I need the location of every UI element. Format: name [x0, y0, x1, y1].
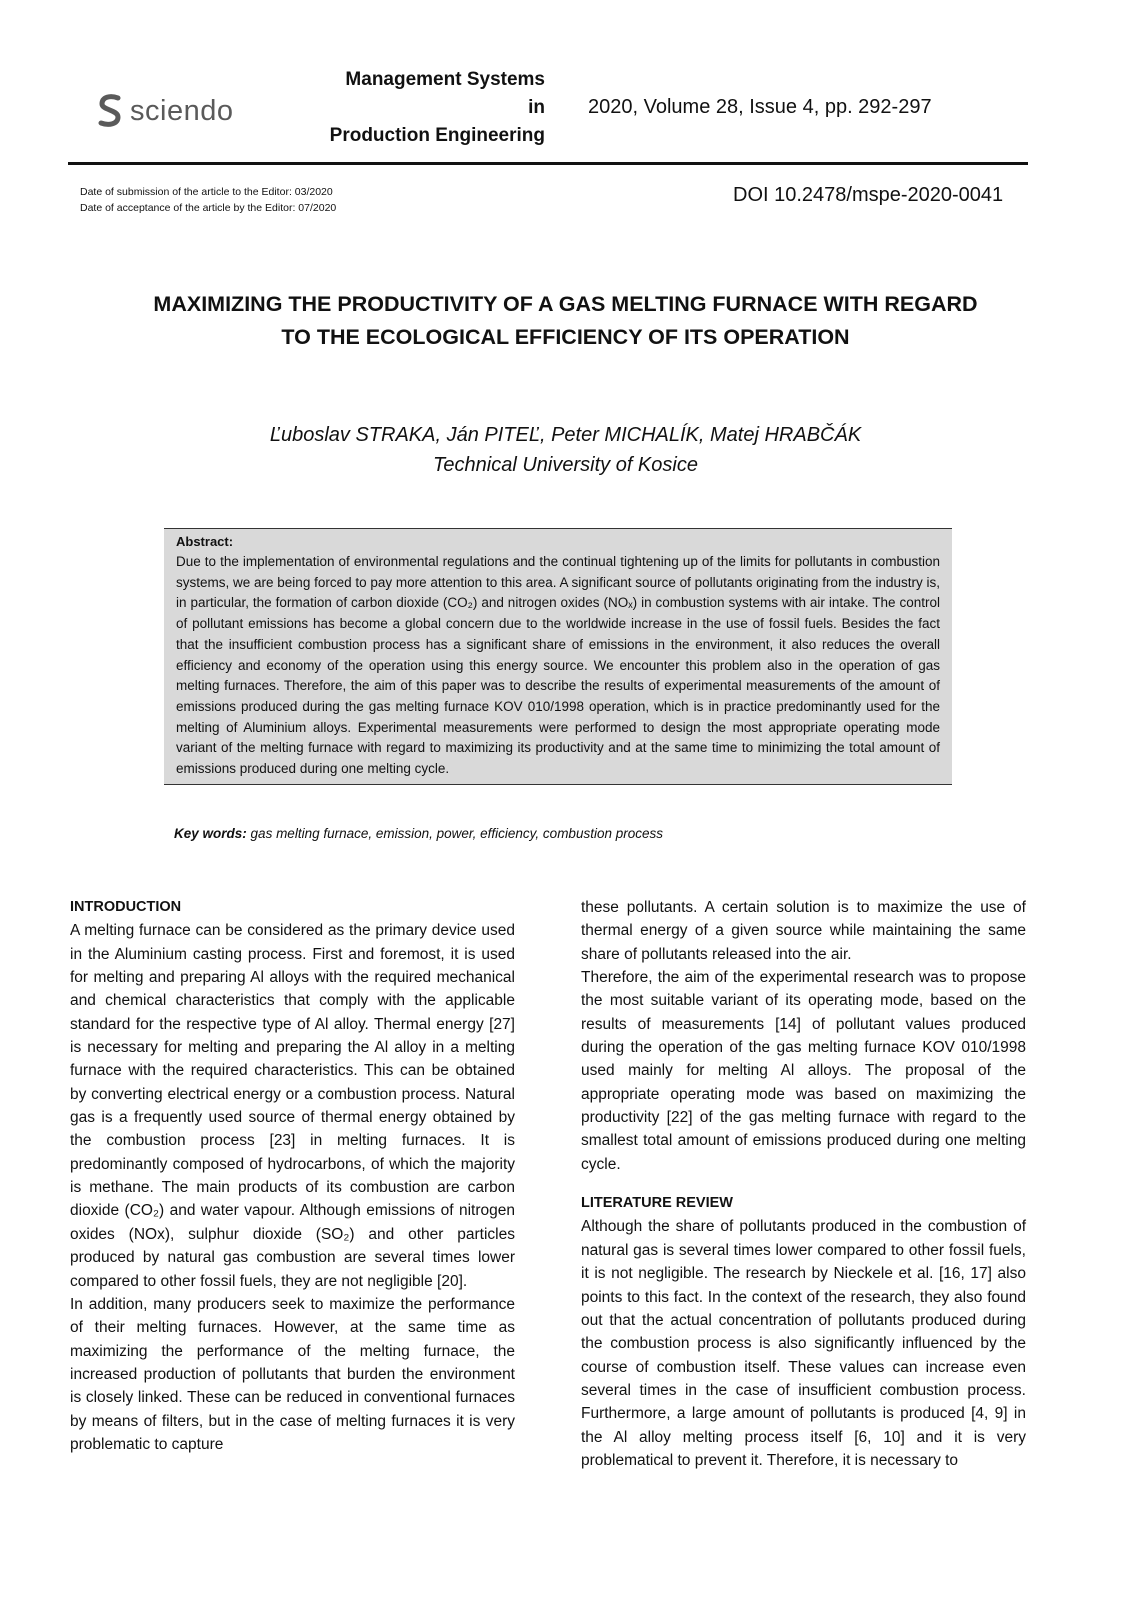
authors-block: [60, 420, 1071, 480]
doi: DOI 10.2478/mspe-2020-0041: [733, 184, 1004, 206]
keywords-text: gas melting furnace, emission, power, efficiency, combustion process: [250, 826, 663, 841]
keywords-label: Key words:: [174, 826, 247, 841]
submission-dates: Date of submission of the article to the Editor: 03/2020 Date of acceptance of the article by the Editor: 07/2020: [80, 186, 337, 214]
issue-info: 2020, Volume 28, Issue 4, pp. 292-297: [588, 96, 932, 118]
paragraph: Therefore, the aim of the experimental research was to propose the most suitable variant of its operating mode, based on the results of measurements [14] of pollutant values produced during the operation of the gas melting furnace KOV 010/1998 used mainly for melting Al alloys. The proposal of the appropriate operating mode was based on maximizing the productivity [22] of the gas melting furnace with regard to the smallest total amount of emissions produced during one melting cycle.: [581, 969, 1026, 1173]
abstract-box: [164, 528, 952, 785]
sciendo-s-icon: [98, 94, 122, 128]
logo-text: sciendo: [130, 94, 234, 127]
abstract-heading: Abstract:: [176, 534, 234, 549]
spacer: [581, 1176, 1026, 1192]
left-column: [70, 896, 515, 1456]
keywords: [174, 826, 663, 841]
paragraph: In addition, many producers seek to maximize the performance of their melting furnaces. However, at the same time as maximizing the performance of the melting furnace, the increased production of pollutants that burden the environment is closely linked. These can be reduced in conventional furnaces by means of filters, but in the case of melting furnaces it is very problematic to capture: [70, 1295, 515, 1453]
right-column: [581, 896, 1026, 1472]
section-heading-introduction: INTRODUCTION: [70, 899, 182, 915]
section-heading-literature-review: LITERATURE REVIEW: [581, 1195, 733, 1212]
paragraph: these pollutants. A certain solution is to maximize the use of thermal energy of a given source while maintaining the same share of pollutants released into the air.: [581, 899, 1026, 963]
affiliation: Technical University of Kosice: [433, 454, 698, 476]
journal-name: Management Systems in Production Engineering: [329, 69, 545, 146]
paper-title: MAXIMIZING THE PRODUCTIVITY OF A GAS MELTING FURNACE WITH REGARD TO THE ECOLOGICAL EFFICIENCY OF ITS OPERATION: [153, 292, 978, 349]
paragraph: A melting furnace can be considered as the primary device used in the Aluminium casting process. First and foremost, it is used for melting and preparing Al alloys with the required mechanical and chemical characteristics that comply with the applicable standard for the respective type of Al alloy. Thermal energy [27] is necessary for melting and preparing the Al alloy in a melting furnace with the required characteristics. This can be obtained by converting electrical energy or a combustion process. Natural gas is a frequently used source of thermal energy obtained by the combustion process [23] in melting furnaces. It is predominantly composed of hydrocarbons, of which the majority is methane. The main products of its combustion are carbon dioxide (CO₂) and water vapour. Although emissions of nitrogen oxides (NOx), sulphur dioxide (SO₂) and other particles produced by natural gas combustion are several times lower compared to other fossil fuels, they are not negligible [20].: [70, 922, 515, 1290]
authors: Ľuboslav STRAKA, Ján PITEĽ, Peter MICHALÍK, Matej HRABČÁK: [269, 424, 862, 446]
abstract-text: Due to the implementation of environmental regulations and the continual tightening up of the limits for pollutants in combustion systems, we are being forced to pay more attention to this area. A significant source of pollutants originating from the industry is, in particular, the formation of carbon dioxide (CO₂) and nitrogen oxides (NOₓ) in combustion systems with air intake. The control of pollutant emissions has become a global concern due to the worldwide increase in the use of fossil fuels. Besides the fact that the insufficient combustion process has a significant share of emissions in the environment, it also reduces the overall efficiency and economy of the operation using this energy source. We encounter this problem also in the operation of gas melting furnaces. Therefore, the aim of this paper was to describe the results of experimental measurements of the amount of emissions produced during the gas melting furnace KOV 010/1998 operation, which is in practice predominantly used for the melting of Aluminium alloys. Experimental measurements were performed to design the most appropriate operating mode variant of the melting furnace with regard to maximizing its productivity and at the same time to minimizing the total amount of emissions produced during one melting cycle.: [176, 554, 940, 777]
sciendo-logo: [98, 94, 233, 128]
paragraph: Although the share of pollutants produced in the combustion of natural gas is several times lower compared to other fossil fuels, it is not negligible. The research by Nieckele et al. [16, 17] also points to this fact. In the context of the research, they also found out that the actual concentration of pollutants produced during the combustion process is also significantly influenced by the course of combustion itself. These values can increase even several times in the case of insufficient combustion process. Furthermore, a large amount of pollutants is produced [4, 9] in the Al alloy melting process itself [6, 10] and it is very problematical to prevent it. Therefore, it is necessary to: [581, 1218, 1026, 1469]
header-rule: [68, 162, 1028, 165]
